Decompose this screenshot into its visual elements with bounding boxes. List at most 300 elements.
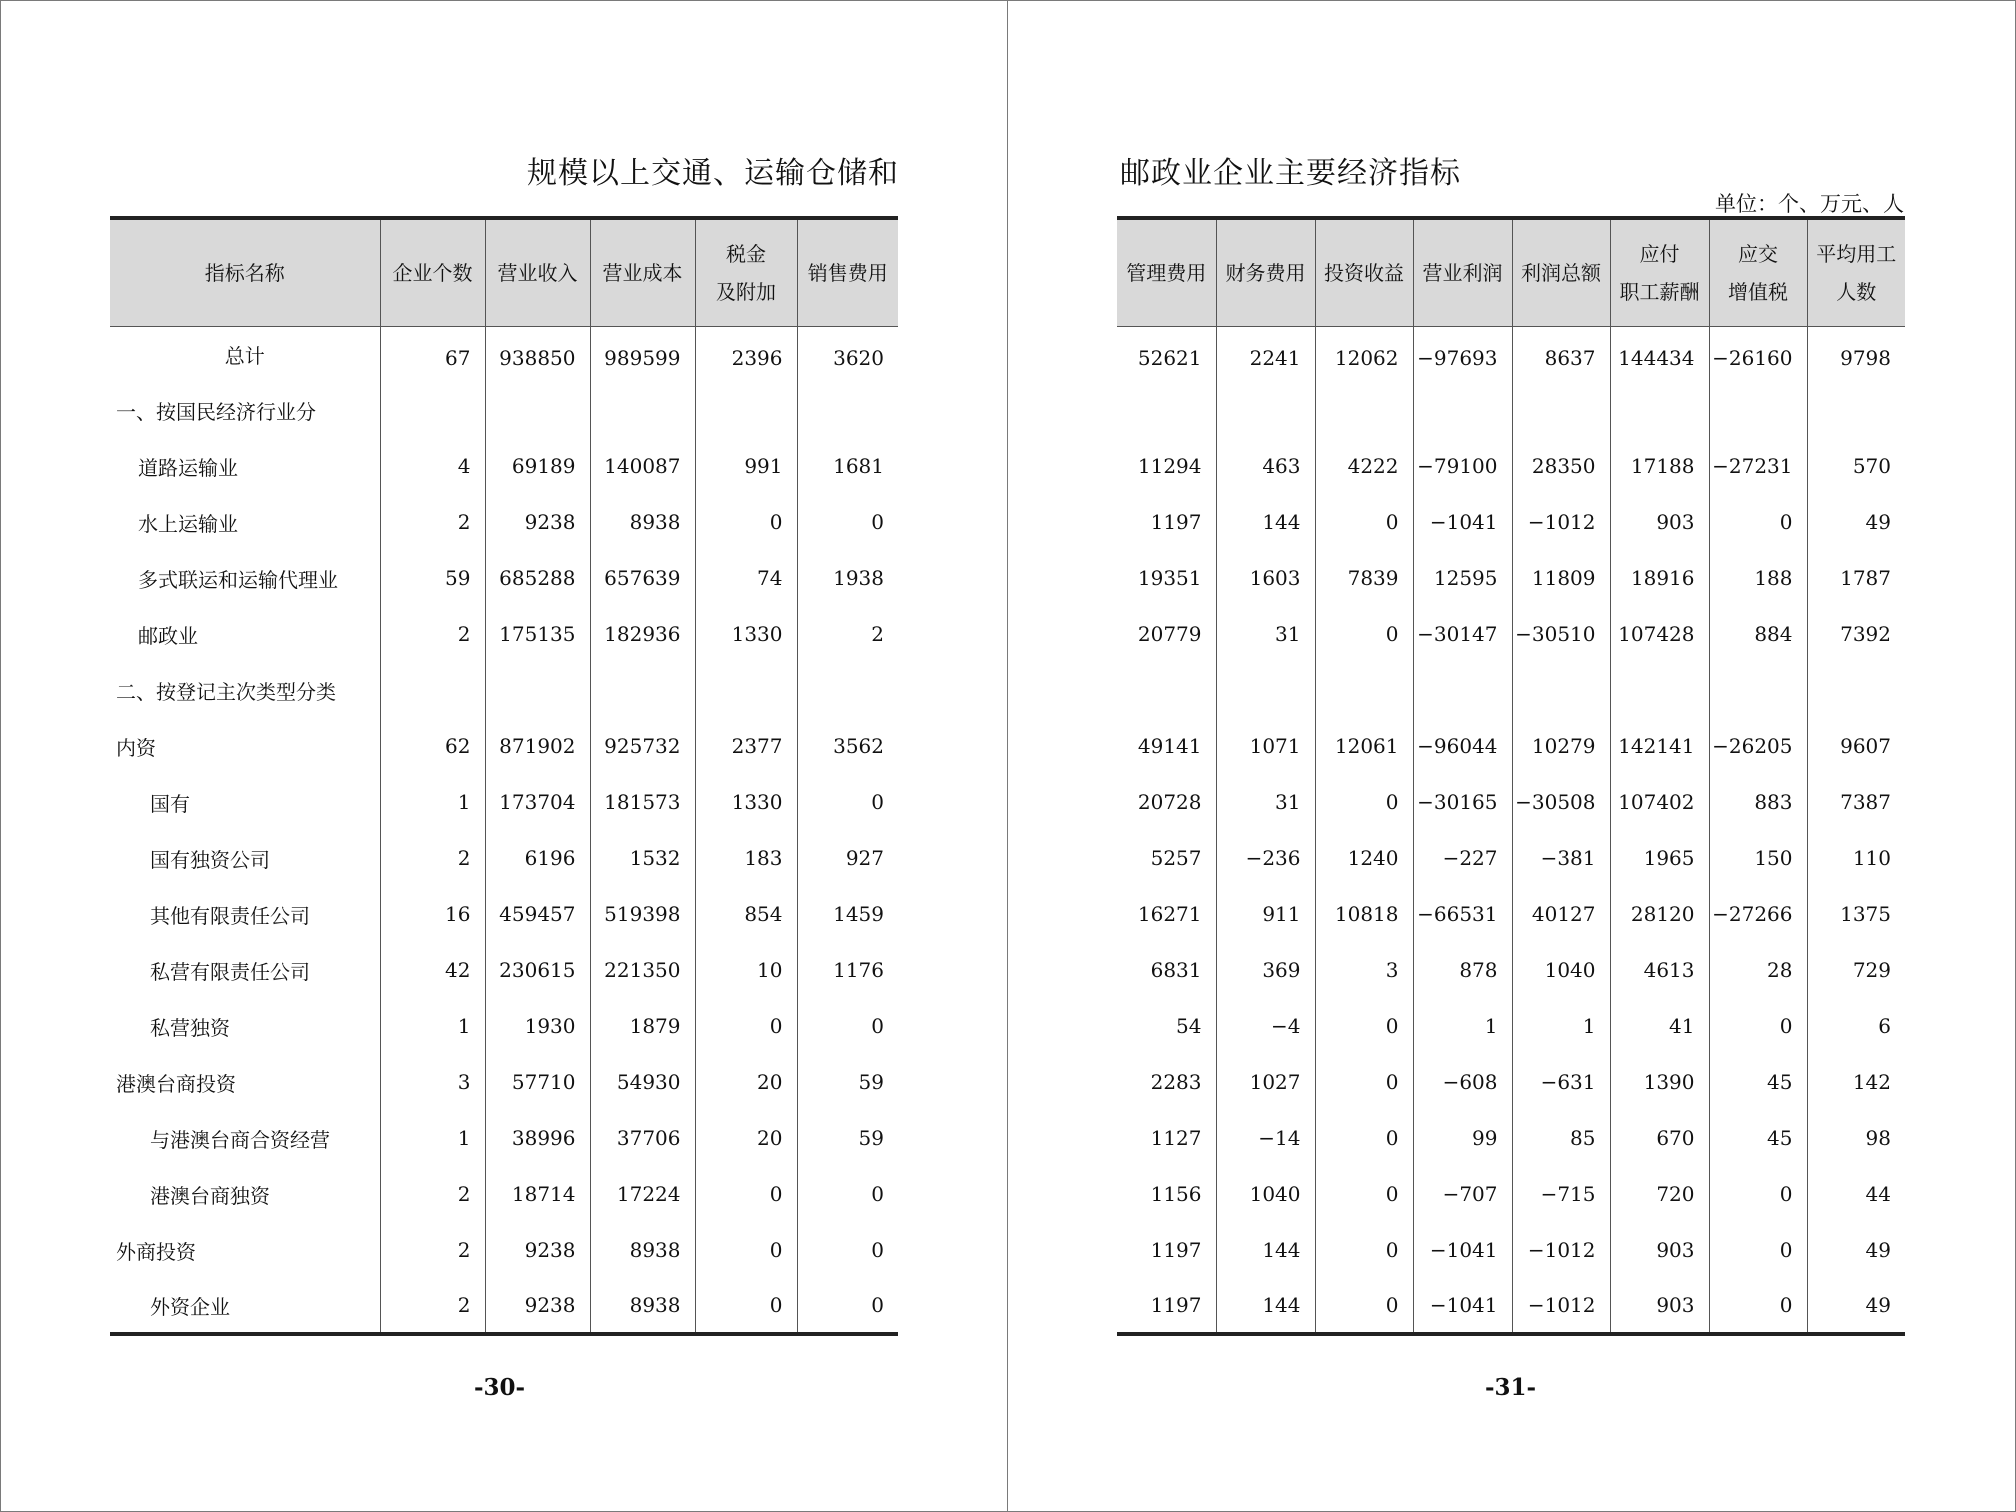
table-cell: 0 (1315, 998, 1413, 1054)
table-row (110, 1110, 898, 1166)
table-row (110, 382, 898, 438)
table-cell: 12061 (1315, 718, 1413, 774)
table-cell: 67 (380, 326, 485, 382)
table-row (1117, 438, 1905, 494)
table-cell: 18916 (1610, 550, 1709, 606)
table-cell: 52621 (1137, 346, 1202, 371)
table-cell: 57710 (485, 1054, 590, 1110)
table-cell: 657639 (590, 550, 695, 606)
table-cell: 99 (1413, 1110, 1512, 1166)
table-cell: 1330 (695, 606, 797, 662)
table-cell: 10 (695, 942, 797, 998)
table-cell: 9238 (485, 1278, 590, 1334)
table-cell: 31 (1216, 606, 1315, 662)
table-cell: 230615 (485, 942, 590, 998)
header-operating-cost: 营业成本 (590, 218, 695, 326)
table-cell: 41 (1610, 998, 1709, 1054)
header-operating-profit: 营业利润 (1413, 218, 1512, 326)
table-row (1117, 886, 1905, 942)
table-row (1117, 1166, 1905, 1222)
header-indicator-name: 指标名称 (110, 218, 380, 326)
table-cell: −1012 (1512, 1278, 1610, 1334)
table-cell: 3620 (797, 326, 898, 382)
table-cell: 3 (1315, 942, 1413, 998)
right-table-header-row (1117, 218, 1905, 326)
right-statistics-table (1117, 216, 1905, 1336)
table-cell (1315, 382, 1413, 438)
table-row (1117, 326, 1905, 382)
header-selling-expenses: 销售费用 (797, 218, 898, 326)
header-taxes-surcharges: 税金 及附加 (695, 218, 797, 326)
header-enterprise-count: 企业个数 (380, 218, 485, 326)
table-cell: 2241 (1216, 326, 1315, 382)
table-cell: 0 (797, 494, 898, 550)
table-cell: 28120 (1610, 886, 1709, 942)
table-cell: 0 (797, 1222, 898, 1278)
table-row (1117, 606, 1905, 662)
table-cell: 85 (1512, 1110, 1610, 1166)
table-cell: 0 (1315, 774, 1413, 830)
table-cell: 1040 (1512, 942, 1610, 998)
table-cell: 2 (380, 1278, 485, 1334)
row-label: 内资 (116, 735, 156, 760)
table-row (110, 606, 898, 662)
table-row (1117, 1054, 1905, 1110)
table-cell: 570 (1807, 438, 1905, 494)
table-cell: 49 (1807, 1222, 1905, 1278)
table-cell (1117, 382, 1216, 438)
table-cell (1413, 662, 1512, 718)
table-cell: 0 (1315, 1166, 1413, 1222)
row-label: 二、按登记主次类型分类 (116, 679, 336, 704)
table-cell: 1938 (797, 550, 898, 606)
table-cell: 140087 (590, 438, 695, 494)
table-row (1117, 942, 1905, 998)
table-cell: 0 (695, 494, 797, 550)
table-cell: 1197 (1117, 1278, 1216, 1334)
table-cell (590, 662, 695, 718)
table-cell: 854 (695, 886, 797, 942)
table-row (110, 494, 898, 550)
table-cell: −97693 (1413, 326, 1512, 382)
row-label: 其他有限责任公司 (150, 903, 310, 928)
table-cell: 1879 (590, 998, 695, 1054)
table-cell: 28350 (1512, 438, 1610, 494)
table-cell: 10279 (1512, 718, 1610, 774)
table-cell: 369 (1216, 942, 1315, 998)
row-label: 道路运输业 (138, 455, 238, 480)
table-cell: 107402 (1610, 774, 1709, 830)
table-cell (380, 662, 485, 718)
table-row (1117, 1110, 1905, 1166)
table-cell: 0 (797, 998, 898, 1054)
table-cell: 45 (1709, 1110, 1807, 1166)
table-row (1117, 774, 1905, 830)
table-row (110, 718, 898, 774)
table-row (110, 942, 898, 998)
table-cell: 40127 (1512, 886, 1610, 942)
table-row (110, 998, 898, 1054)
table-cell: 685288 (485, 550, 590, 606)
table-cell: 4 (380, 438, 485, 494)
table-cell: 729 (1807, 942, 1905, 998)
table-row (1117, 718, 1905, 774)
table-cell (380, 382, 485, 438)
table-cell: 2396 (695, 326, 797, 382)
table-row (110, 830, 898, 886)
table-cell: 69189 (485, 438, 590, 494)
table-cell: 2 (380, 1166, 485, 1222)
row-label: 外商投资 (116, 1239, 196, 1264)
table-cell: 98 (1807, 1110, 1905, 1166)
table-cell: 989599 (590, 326, 695, 382)
table-cell: 459457 (485, 886, 590, 942)
table-cell: 181573 (590, 774, 695, 830)
table-cell: 0 (797, 1166, 898, 1222)
table-cell: 7387 (1807, 774, 1905, 830)
header-operating-revenue: 营业收入 (485, 218, 590, 326)
table-cell: 1176 (797, 942, 898, 998)
table-cell: 144 (1216, 1222, 1315, 1278)
table-cell: 1965 (1610, 830, 1709, 886)
table-cell (695, 382, 797, 438)
table-cell: 2 (380, 606, 485, 662)
table-cell (1709, 382, 1807, 438)
table-cell: 4222 (1315, 438, 1413, 494)
table-cell: 20728 (1137, 790, 1202, 814)
table-cell: 2 (380, 494, 485, 550)
table-cell: −96044 (1413, 718, 1512, 774)
header-investment-income: 投资收益 (1315, 218, 1413, 326)
table-cell: 3562 (797, 718, 898, 774)
row-label: 港澳台商独资 (150, 1183, 270, 1208)
table-cell: 2 (797, 606, 898, 662)
table-row (110, 438, 898, 494)
row-label: 一、按国民经济行业分 (116, 399, 316, 424)
table-cell: −1041 (1413, 1278, 1512, 1334)
table-cell (1807, 382, 1905, 438)
table-cell: 0 (1315, 1110, 1413, 1166)
table-cell: −30508 (1512, 774, 1610, 830)
table-cell: 7392 (1807, 606, 1905, 662)
table-cell: 1 (380, 998, 485, 1054)
table-cell: 182936 (590, 606, 695, 662)
table-cell: 0 (797, 1278, 898, 1334)
table-cell: −14 (1216, 1110, 1315, 1166)
table-cell: 0 (695, 998, 797, 1054)
table-cell: −631 (1512, 1054, 1610, 1110)
table-cell: 1071 (1216, 718, 1315, 774)
table-cell: 59 (380, 550, 485, 606)
header-avg-employees: 平均用工 人数 (1807, 218, 1905, 326)
table-cell: 1240 (1315, 830, 1413, 886)
table-cell: 44 (1807, 1166, 1905, 1222)
left-page-number: -30- (474, 1374, 526, 1401)
table-cell: 1787 (1807, 550, 1905, 606)
row-label: 国有 (150, 791, 190, 816)
left-table-header-row (110, 218, 898, 326)
table-row (110, 550, 898, 606)
table-cell: 74 (695, 550, 797, 606)
table-row (110, 1054, 898, 1110)
table-cell: 0 (1315, 494, 1413, 550)
table-cell: 49 (1807, 1278, 1905, 1334)
table-row (110, 1222, 898, 1278)
table-cell: 8637 (1512, 326, 1610, 382)
table-row (1117, 830, 1905, 886)
table-cell: 2283 (1150, 1070, 1202, 1094)
table-cell: −30510 (1512, 606, 1610, 662)
table-cell: −66531 (1413, 886, 1512, 942)
header-payroll-payable: 应付 职工薪酬 (1610, 218, 1709, 326)
table-cell: 9607 (1807, 718, 1905, 774)
table-cell: 0 (695, 1222, 797, 1278)
table-cell: 2 (380, 830, 485, 886)
table-cell: 16 (380, 886, 485, 942)
table-cell: −707 (1413, 1166, 1512, 1222)
table-cell: 9238 (485, 494, 590, 550)
header-financial-expenses: 财务费用 (1216, 218, 1315, 326)
table-row (110, 662, 898, 718)
table-row (110, 1278, 898, 1334)
table-cell: 144434 (1610, 326, 1709, 382)
table-cell: 59 (797, 1054, 898, 1110)
table-cell: 20779 (1137, 622, 1202, 646)
table-row (110, 1166, 898, 1222)
table-cell: 9238 (485, 1222, 590, 1278)
table-cell: 17224 (590, 1166, 695, 1222)
table-cell: 28 (1709, 942, 1807, 998)
right-page-title: 邮政业企业主要经济指标 (1120, 156, 1461, 191)
table-cell: 6196 (485, 830, 590, 886)
table-cell: 871902 (485, 718, 590, 774)
table-cell (485, 662, 590, 718)
table-cell: 12062 (1315, 326, 1413, 382)
table-cell (1512, 382, 1610, 438)
table-cell (695, 662, 797, 718)
table-cell: 54 (1176, 1014, 1202, 1038)
table-cell: 5257 (1150, 846, 1202, 870)
row-label: 邮政业 (138, 623, 198, 648)
table-cell (1216, 662, 1315, 718)
table-cell: 1040 (1216, 1166, 1315, 1222)
table-cell: −79100 (1413, 438, 1512, 494)
table-cell: 0 (1709, 494, 1807, 550)
header-admin-expenses: 管理费用 (1117, 218, 1216, 326)
table-cell: 183 (695, 830, 797, 886)
table-cell: 463 (1216, 438, 1315, 494)
row-label: 国有独资公司 (150, 847, 270, 872)
table-cell: 62 (380, 718, 485, 774)
table-cell: 1197 (1150, 1238, 1202, 1262)
table-cell: 1 (380, 774, 485, 830)
table-cell: 0 (1709, 998, 1807, 1054)
table-cell: −27231 (1709, 438, 1807, 494)
table-cell: 938850 (485, 326, 590, 382)
table-cell: 903 (1610, 1278, 1709, 1334)
table-cell: −4 (1216, 998, 1315, 1054)
table-cell: 54930 (590, 1054, 695, 1110)
table-cell: 883 (1709, 774, 1807, 830)
table-cell: 519398 (590, 886, 695, 942)
table-cell: 18714 (485, 1166, 590, 1222)
table-cell: 6831 (1150, 958, 1202, 982)
table-cell (1413, 382, 1512, 438)
table-cell: 144 (1216, 494, 1315, 550)
table-cell: −227 (1413, 830, 1512, 886)
row-label: 港澳台商投资 (116, 1071, 236, 1096)
row-label: 水上运输业 (138, 511, 238, 536)
table-cell: −1012 (1512, 1222, 1610, 1278)
table-cell (590, 382, 695, 438)
table-cell (797, 662, 898, 718)
table-cell: 19351 (1137, 566, 1202, 590)
table-cell: 8938 (590, 1278, 695, 1334)
table-cell: −608 (1413, 1054, 1512, 1110)
table-row (110, 886, 898, 942)
table-cell: 1127 (1150, 1126, 1202, 1150)
table-cell: 0 (695, 1166, 797, 1222)
table-cell: 38996 (485, 1110, 590, 1166)
table-cell (1512, 662, 1610, 718)
table-cell: 49 (1807, 494, 1905, 550)
table-cell: 991 (695, 438, 797, 494)
table-cell: 1330 (695, 774, 797, 830)
table-cell: 884 (1709, 606, 1807, 662)
table-cell: −26160 (1709, 326, 1807, 382)
table-cell (485, 382, 590, 438)
table-cell: 17188 (1610, 438, 1709, 494)
table-cell: −381 (1512, 830, 1610, 886)
book-spine-divider (1007, 0, 1008, 1512)
table-cell (1709, 662, 1807, 718)
table-row (1117, 494, 1905, 550)
table-cell: 110 (1807, 830, 1905, 886)
header-vat-payable: 应交 增值税 (1709, 218, 1807, 326)
table-row (1117, 382, 1905, 438)
table-cell: 0 (1315, 1054, 1413, 1110)
table-cell: 107428 (1610, 606, 1709, 662)
table-cell: 59 (797, 1110, 898, 1166)
table-cell (1117, 662, 1216, 718)
table-cell: 903 (1610, 494, 1709, 550)
table-cell: −236 (1216, 830, 1315, 886)
row-label: 外资企业 (110, 1278, 380, 1334)
table-row (1117, 1222, 1905, 1278)
table-cell: 720 (1610, 1166, 1709, 1222)
table-cell: 11294 (1137, 454, 1202, 478)
table-cell: 45 (1709, 1054, 1807, 1110)
table-row (1117, 1278, 1905, 1334)
table-cell: −26205 (1709, 718, 1807, 774)
table-cell: 0 (1709, 1166, 1807, 1222)
table-row (1117, 550, 1905, 606)
table-cell: 2377 (695, 718, 797, 774)
table-cell: 37706 (590, 1110, 695, 1166)
table-cell (1610, 382, 1709, 438)
table-cell: 11809 (1512, 550, 1610, 606)
table-cell: 1532 (590, 830, 695, 886)
table-cell: 4613 (1610, 942, 1709, 998)
table-cell: 7839 (1315, 550, 1413, 606)
table-cell: 49141 (1137, 734, 1202, 758)
table-cell: 1 (1512, 998, 1610, 1054)
table-cell: 0 (1315, 1222, 1413, 1278)
table-cell: 1603 (1216, 550, 1315, 606)
table-cell: 878 (1413, 942, 1512, 998)
table-cell: 1156 (1150, 1182, 1202, 1206)
table-cell: 1 (380, 1110, 485, 1166)
table-row (110, 326, 898, 382)
table-cell: 173704 (485, 774, 590, 830)
table-cell: 142 (1807, 1054, 1905, 1110)
table-cell: −1041 (1413, 494, 1512, 550)
table-cell: 16271 (1137, 902, 1202, 926)
left-statistics-table (110, 216, 898, 1336)
table-cell: 1 (1413, 998, 1512, 1054)
table-cell: 20 (695, 1054, 797, 1110)
row-label: 私营独资 (150, 1015, 230, 1040)
table-cell: 0 (695, 1278, 797, 1334)
table-cell: 142141 (1610, 718, 1709, 774)
table-cell (1216, 382, 1315, 438)
table-cell: −30147 (1413, 606, 1512, 662)
table-cell: 1930 (485, 998, 590, 1054)
table-cell: −715 (1512, 1166, 1610, 1222)
table-cell (797, 382, 898, 438)
table-cell: 6 (1807, 998, 1905, 1054)
table-cell: 8938 (590, 494, 695, 550)
table-cell: 10818 (1315, 886, 1413, 942)
table-cell: 0 (797, 774, 898, 830)
table-cell: 0 (1709, 1278, 1807, 1334)
table-cell: 221350 (590, 942, 695, 998)
table-cell: −1012 (1512, 494, 1610, 550)
table-cell: 0 (1315, 1278, 1413, 1334)
unit-note: 单位：个、万元、人 (1715, 192, 1904, 216)
table-cell (1610, 662, 1709, 718)
table-cell: 0 (1709, 1222, 1807, 1278)
table-cell: 927 (797, 830, 898, 886)
table-cell: 925732 (590, 718, 695, 774)
table-cell: 911 (1216, 886, 1315, 942)
table-cell: 1459 (797, 886, 898, 942)
table-row (110, 774, 898, 830)
table-row (1117, 662, 1905, 718)
table-cell: 1027 (1216, 1054, 1315, 1110)
table-cell: 144 (1216, 1278, 1315, 1334)
table-cell: 150 (1709, 830, 1807, 886)
table-cell: 8938 (590, 1222, 695, 1278)
left-page-title: 规模以上交通、运输仓储和 (527, 156, 899, 191)
table-cell: 1390 (1610, 1054, 1709, 1110)
table-cell: 903 (1610, 1222, 1709, 1278)
table-cell: 9798 (1807, 326, 1905, 382)
table-cell: 12595 (1413, 550, 1512, 606)
table-cell: 2 (380, 1222, 485, 1278)
header-total-profit: 利润总额 (1512, 218, 1610, 326)
table-cell (1315, 662, 1413, 718)
table-cell (1807, 662, 1905, 718)
table-row (1117, 998, 1905, 1054)
table-cell: 1197 (1150, 510, 1202, 534)
row-label: 私营有限责任公司 (150, 959, 310, 984)
table-cell: 188 (1709, 550, 1807, 606)
table-cell: 3 (380, 1054, 485, 1110)
table-cell: 20 (695, 1110, 797, 1166)
table-cell: 175135 (485, 606, 590, 662)
table-cell: 1681 (797, 438, 898, 494)
